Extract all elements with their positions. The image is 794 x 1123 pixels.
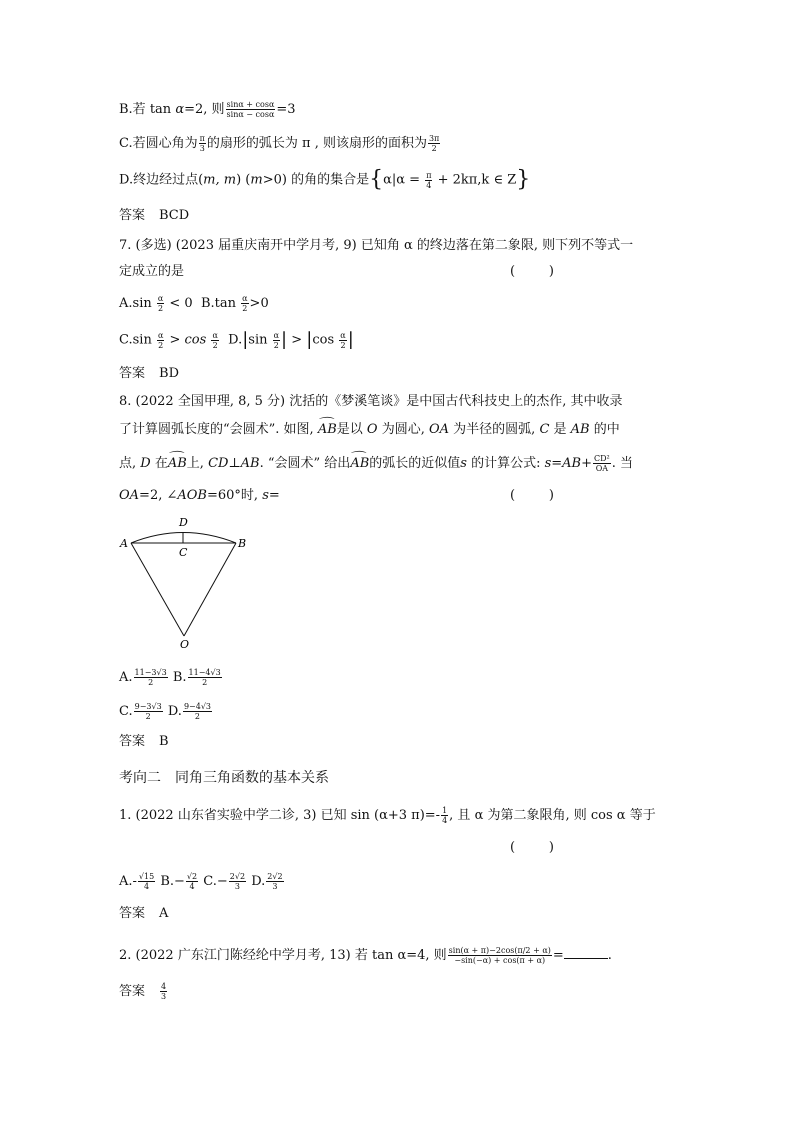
q8-options-ab: A. $\frac{11-3√3}{2}$ B. $\frac{11-4√3}{2}$ bbox=[119, 668, 221, 687]
q8-stem-line2: 了计算圆弧长度的“会圆术”. 如图, ⌒ AB是以 O 为圆心, OA 为半径的圆弧, C 是 AB 的中 bbox=[119, 420, 674, 440]
q8-options-cd: C. $\frac{9-3√3}{2}$ D. $\frac{9-4√3}{2}$ bbox=[119, 702, 212, 721]
q6-answer: 答案 BCD bbox=[119, 208, 190, 223]
p1-options: A.- $\frac{√15}{4}$ B.− $\frac{√2}{4}$ C.− $\frac{2√2}{3}$ D. $\frac{2√2}{3}$ bbox=[119, 872, 283, 891]
q6-option-c: C.若圆心角为 $\frac{\pi}{3}$ 的扇形的弧长为 π , 则该扇形的面积为 $\frac{3\pi}{2}$ bbox=[119, 134, 440, 153]
sector-diagram bbox=[115, 512, 265, 652]
q8-answer: 答案 B bbox=[119, 734, 169, 749]
q7-stem-line2: 定成立的是 ( ) bbox=[119, 262, 674, 282]
q6-option-d: D.终边经过点(m, m) (m>0) 的角的集合是{α|α = $\frac{\pi}{4}$ + 2kπ,k ∈ Z} bbox=[119, 167, 531, 192]
p2-answer: 答案 $\frac{4}{3}$ bbox=[119, 982, 167, 1001]
label-d: D bbox=[179, 516, 188, 529]
p1-stem: 1. (2022 山东省实验中学二诊, 3) 已知 sin (α+3 π)=- $\frac{1}{4}$ , 且 α 为第二象限角, 则 cos α 等于 bbox=[119, 806, 656, 825]
section-heading: 考向二 同角三角函数的基本关系 bbox=[119, 770, 329, 786]
q6-b-fraction: $\frac{\sin\alpha + \cos\alpha}{\sin\alpha - \cos\alpha}$ bbox=[226, 100, 275, 119]
q7-stem-line1: 7. (多选) (2023 届重庆南开中学月考, 9) 已知角 α 的终边落在第二象限, 则下列不等式一 bbox=[119, 238, 634, 253]
label-c: C bbox=[179, 546, 188, 559]
p1-answer: 答案 A bbox=[119, 906, 169, 921]
q6-c-angle-fraction: $\frac{\pi}{3}$ bbox=[199, 134, 205, 153]
q6-d-fraction: $\frac{\pi}{4}$ bbox=[426, 170, 432, 190]
q6-option-b: B.若 tan α=2, 则 $\frac{\sin\alpha + \cos\alpha}{\sin\alpha - \cos\alpha}$ =3 bbox=[119, 100, 296, 119]
q7-options-ab: A.sin $\frac{\alpha}{2}$ < 0 B.tan $\frac{\alpha}{2}$ >0 bbox=[119, 294, 269, 313]
q8-stem-line1: 8. (2022 全国甲理, 8, 5 分) 沈括的《梦溪笔谈》是中国古代科技史上的杰作, 其中收录 bbox=[119, 394, 623, 409]
label-b: B bbox=[238, 537, 247, 550]
answer-paren: ( ) bbox=[510, 840, 554, 855]
label-a: A bbox=[120, 537, 128, 550]
segment-bo bbox=[184, 543, 236, 636]
label-o: O bbox=[180, 638, 190, 651]
answer-paren: ( ) bbox=[510, 488, 554, 503]
q6-c-area-fraction: $\frac{3\pi}{2}$ bbox=[428, 134, 440, 153]
q7-answer: 答案 BD bbox=[119, 366, 179, 381]
q8-stem-line3: 点, D 在⌒ AB上, CD⊥AB. “会圆术” 给出⌒ AB的弧长的近似值s 的计算公式: s=AB+ $\frac{\text{CD²}}{OA}$ . 当 bbox=[119, 454, 674, 474]
answer-paren: ( ) bbox=[510, 264, 554, 279]
q8-stem-line4: OA=2, ∠AOB=60°时, s= ( ) bbox=[119, 486, 674, 506]
p2-stem: 2. (2022 广东江门陈经纶中学月考, 13) 若 tan α=4, 则 $\frac{\sin(\alpha + \pi)-2\cos(\pi/2 + \alpha)}{-\sin(-\alpha) + \cos(\pi + \alpha)}$ = . bbox=[119, 946, 612, 965]
q7-options-cd: C.sin $\frac{\alpha}{2}$ > cos $\frac{\alpha}{2}$ D.|sin $\frac{\alpha}{2}$ | > |cos $\frac{\alpha}{2}$ | bbox=[119, 329, 354, 350]
answer-blank bbox=[564, 958, 608, 959]
segment-ao bbox=[131, 543, 184, 636]
